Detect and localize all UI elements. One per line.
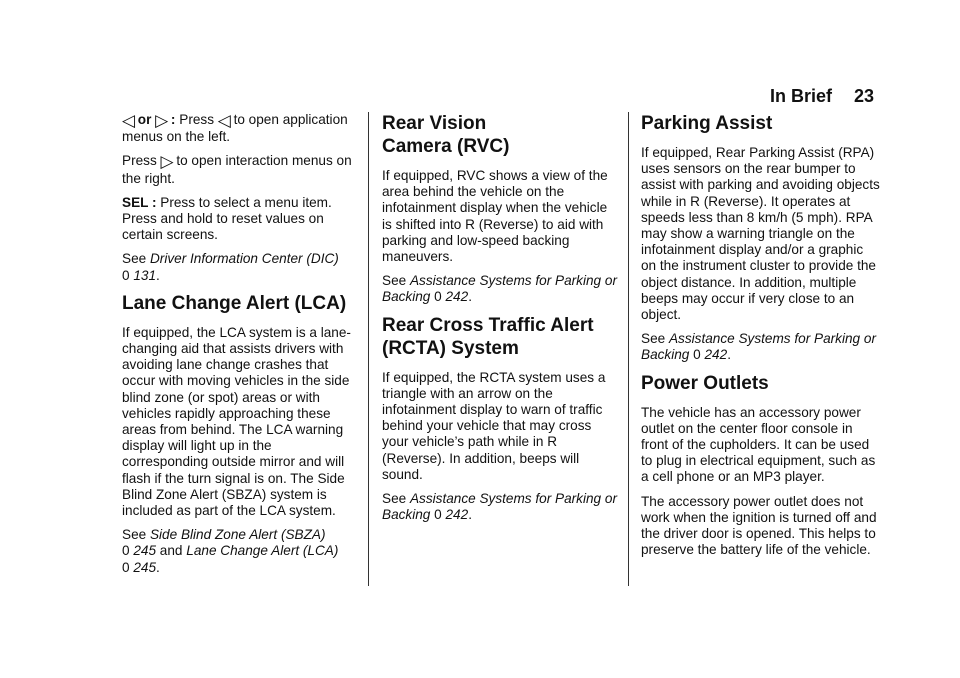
column-divider	[368, 112, 369, 586]
colon-label: :	[167, 112, 180, 127]
rcta-heading-line2: (RCTA) System	[382, 337, 519, 359]
parking-assist-text: If equipped, Rear Parking Assist (RPA) uses sensors on the rear bumper to assist with parking and avoiding objects while in R (Reverse). It operates at speeds less than 8 km/h (5 mph). RPA may show a warning triangle on the infotainment display and/or a graphic on the instrument cluster to provide the object distance. In addition, multiple beeps may occur if very close to an object.	[641, 145, 880, 323]
column-middle	[382, 112, 618, 531]
sel-label: SEL :	[122, 194, 161, 210]
nav-left-text: to open application menus on the left.	[122, 112, 348, 145]
column-divider	[628, 112, 629, 586]
triangle-left-icon: ◁	[217, 111, 231, 130]
or-label: or	[137, 112, 152, 127]
rvc-heading-line1: Rear Vision	[382, 113, 487, 134]
see-sbza-paragraph	[122, 527, 360, 576]
rvc-heading	[382, 112, 618, 158]
page-ref-icon: 0	[693, 347, 701, 363]
see-prefix: See	[382, 491, 410, 507]
sbza-link[interactable]: Side Blind Zone Alert (SBZA)	[149, 527, 326, 543]
page-ref-icon: 0	[122, 267, 130, 283]
press-text: Press	[122, 153, 157, 169]
column-right	[641, 112, 881, 566]
see-prefix: See	[641, 331, 669, 347]
page-number: 23	[853, 86, 874, 106]
period: .	[468, 289, 472, 305]
parking-link[interactable]: Assistance Systems for Parking or Backing	[382, 491, 617, 523]
page-ref-icon: 0	[122, 559, 130, 575]
rcta-heading	[382, 314, 618, 360]
page-ref-icon: 0	[434, 289, 442, 305]
parking-link[interactable]: Assistance Systems for Parking or Backing	[382, 273, 617, 305]
see-parking-paragraph	[382, 273, 618, 305]
lca-page-ref[interactable]: 245	[133, 559, 157, 575]
page-ref-icon: 0	[434, 507, 442, 523]
rcta-heading-line1: Rear Cross Traffic Alert	[382, 314, 594, 336]
power-outlets-text-1: The vehicle has an accessory power outlet on the center floor console in front of the cupholders. It can be used to plug in electrical equipment, such as a cell phone or an MP3 player.	[641, 404, 876, 485]
see-parking-paragraph-2	[382, 491, 618, 523]
column-left	[122, 112, 360, 584]
lca-text: If equipped, the LCA system is a lane-changing aid that assists drivers with avoiding lane change crashes that occur with moving vehicles in the side blind zone (or spot) areas or with vehicles rapidly approaching these areas from behind. The LCA warning display will light up in the corresponding outside mirror and will flash if the turn signal is on. The Side Blind Zone Alert (SBZA) system is included as part of the LCA system.	[122, 324, 351, 519]
triangle-right-icon: ▷	[155, 111, 169, 130]
sel-text: Press to select a menu item. Press and hold to reset values on certain screens.	[122, 194, 332, 243]
lca-heading: Lane Change Alert (LCA)	[122, 292, 347, 314]
parking-page-ref[interactable]: 242	[445, 289, 469, 305]
parking-page-ref[interactable]: 242	[704, 347, 728, 363]
see-parking-paragraph-3	[641, 331, 881, 363]
dic-page-ref[interactable]: 131	[133, 267, 157, 283]
see-prefix: See	[122, 251, 150, 267]
and-text: and	[156, 543, 187, 559]
see-dic-paragraph	[122, 251, 360, 283]
period: .	[156, 267, 160, 283]
period: .	[156, 559, 160, 575]
power-outlets-heading: Power Outlets	[641, 372, 769, 394]
power-outlets-text-2: The accessory power outlet does not work when the ignition is turned off and the driver door is opened. This helps to preserve the battery life of the vehicle.	[641, 493, 877, 558]
rvc-heading-line2: Camera (RVC)	[382, 136, 510, 157]
period: .	[727, 347, 731, 363]
section-title: In Brief	[769, 86, 832, 106]
press-text: Press	[179, 112, 214, 127]
triangle-right-icon: ▷	[160, 152, 174, 172]
nav-left-right-paragraph	[122, 112, 360, 145]
sel-paragraph	[122, 195, 360, 244]
parking-link[interactable]: Assistance Systems for Parking or Backing	[641, 331, 876, 363]
parking-page-ref[interactable]: 242	[445, 507, 469, 523]
page-ref-icon: 0	[122, 543, 130, 559]
see-prefix: See	[122, 527, 150, 543]
rvc-text: If equipped, RVC shows a view of the area behind the vehicle on the infotainment display when the vehicle is shifted into R (Reverse) to aid with parking and low-speed backing maneuvers.	[382, 168, 608, 265]
rcta-text: If equipped, the RCTA system uses a triangle with an arrow on the infotainment display to warn of traffic behind your vehicle that may cross your vehicle’s path while in R (Reverse). In addition, beeps will sound.	[382, 369, 606, 482]
nav-right-paragraph	[122, 153, 360, 186]
nav-right-text: to open interaction menus on the right.	[122, 153, 352, 186]
parking-assist-heading: Parking Assist	[641, 113, 773, 134]
dic-link[interactable]: Driver Information Center (DIC)	[149, 251, 339, 267]
period: .	[468, 507, 472, 523]
sbza-page-ref[interactable]: 245	[133, 543, 157, 559]
triangle-left-icon: ◁	[122, 111, 136, 130]
see-prefix: See	[382, 273, 410, 289]
page-header	[770, 86, 874, 107]
lca-link[interactable]: Lane Change Alert (LCA)	[186, 543, 339, 559]
